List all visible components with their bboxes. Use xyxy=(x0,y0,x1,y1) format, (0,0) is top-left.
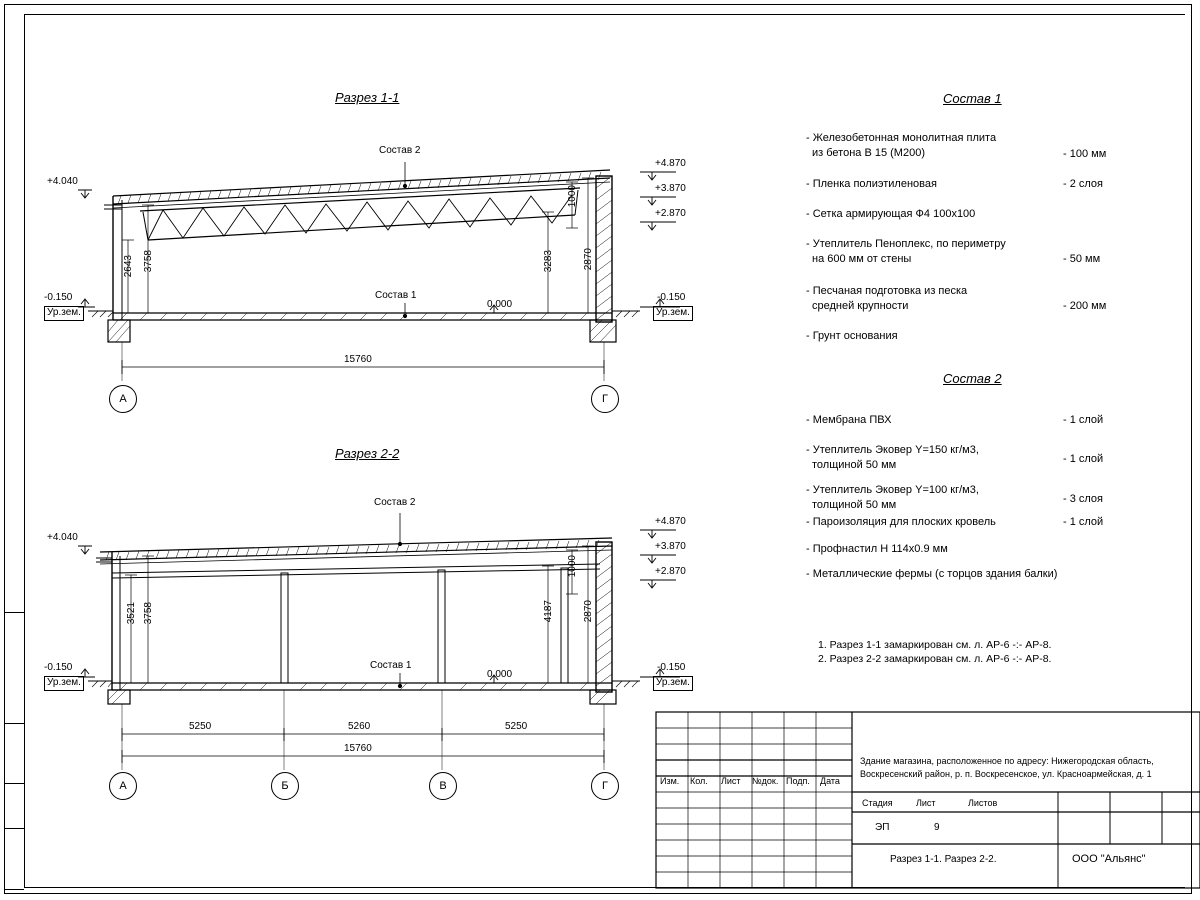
dim-s2-span2: 5260 xyxy=(348,721,371,732)
level-left-s2-1: +4.040 xyxy=(47,532,78,543)
spec1-item-4-value: - 200 мм xyxy=(1063,300,1107,312)
stamp-col-kol: Кол. xyxy=(690,776,708,786)
spec2-item-0-value: - 1 слой xyxy=(1063,414,1104,426)
stamp-col-podp: Подп. xyxy=(786,776,810,786)
axis-label: А xyxy=(119,393,127,405)
note-1: 1. Разрез 1-1 замаркирован см. л. АР-6 -:- АР-8. xyxy=(818,639,1052,651)
callout-sostav2-sec1: Состав 2 xyxy=(379,145,421,156)
level-zero-s1: 0.000 xyxy=(487,299,513,310)
note-2: 2. Разрез 2-2 замаркирован см. л. АР-6 -:- АР-8. xyxy=(818,653,1052,665)
level-zero-s2: 0.000 xyxy=(487,669,513,680)
stamp-col-ndok: №док. xyxy=(752,776,779,786)
level-right-s1-1: +4.870 xyxy=(655,158,686,169)
spec1-item-3-value: - 50 мм xyxy=(1063,253,1101,265)
axis-bubble-s1-a xyxy=(109,385,137,413)
axis-label: Г xyxy=(602,780,608,792)
axis-label: Г xyxy=(602,393,608,405)
stamp-sheet-label: Лист xyxy=(916,798,936,808)
ground-label-s1-right: Ур.зем. xyxy=(653,306,693,321)
stamp-col-list: Лист xyxy=(721,776,741,786)
stamp-stage-label: Стадия xyxy=(862,798,893,808)
dim-s2-span1: 5250 xyxy=(189,721,212,732)
spec2-item-2-line2: толщиной 50 мм xyxy=(812,499,897,511)
spec1-item-0-line1: - Железобетонная монолитная плита xyxy=(806,132,997,144)
axis-bubble-s2-a xyxy=(109,772,137,800)
axis-label: В xyxy=(439,780,447,792)
section2-title: Разрез 2-2 xyxy=(335,446,400,461)
spec2-item-4-line1: - Профнастил Н 114х0.9 мм xyxy=(806,543,948,555)
dim-s1-2870: 2870 xyxy=(583,248,594,271)
axis-label: А xyxy=(119,780,127,792)
spec1-item-4-line2: средней крупности xyxy=(812,300,909,312)
level-right-s1-3: +2.870 xyxy=(655,208,686,219)
spec2-item-5-line1: - Металлические фермы (с торцов здания балки) xyxy=(806,568,1058,580)
dim-s2-2870: 2870 xyxy=(583,600,594,623)
axis-bubble-s2-g xyxy=(591,772,619,800)
spec2-item-3-value: - 1 слой xyxy=(1063,516,1104,528)
dim-s1-2643: 2643 xyxy=(123,255,134,278)
callout-sostav1-sec1: Состав 1 xyxy=(375,290,417,301)
stamp-sheet-value: 9 xyxy=(934,822,940,833)
dim-s1-overall: 15760 xyxy=(344,354,372,365)
level-left-s2-2: -0.150 xyxy=(44,662,73,673)
level-right-s2-3: +2.870 xyxy=(655,566,686,577)
stamp-sheet-name: Разрез 1-1. Разрез 2-2. xyxy=(890,854,997,865)
axis-label: Б xyxy=(281,780,289,792)
level-right-s2-4: -0.150 xyxy=(657,662,686,673)
spec2-title: Состав 2 xyxy=(943,371,1002,386)
spec1-item-0-value: - 100 мм xyxy=(1063,148,1107,160)
spec2-item-1-value: - 1 слой xyxy=(1063,453,1104,465)
spec2-item-2-line1: - Утеплитель Эковер Y=100 кг/м3, xyxy=(806,484,979,496)
level-right-s2-2: +3.870 xyxy=(655,541,686,552)
stamp-company: ООО "Альянс" xyxy=(1072,853,1146,865)
dim-s1-3283: 3283 xyxy=(543,250,554,273)
ground-label-s1-left: Ур.зем. xyxy=(44,306,84,321)
spec1-item-3-line2: на 600 мм от стены xyxy=(812,253,912,265)
spec2-item-3-line1: - Пароизоляция для плоских кровель xyxy=(806,516,996,528)
spec1-title: Состав 1 xyxy=(943,91,1002,106)
stamp-col-izm: Изм. xyxy=(660,776,680,786)
ground-label-s2-left: Ур.зем. xyxy=(44,676,84,691)
spec1-item-2-line1: - Сетка армирующая Ф4 100х100 xyxy=(806,208,976,220)
spec1-item-5-line1: - Грунт основания xyxy=(806,330,898,342)
spec2-item-1-line1: - Утеплитель Эковер Y=150 кг/м3, xyxy=(806,444,979,456)
section1-title: Разрез 1-1 xyxy=(335,90,400,105)
level-right-s2-1: +4.870 xyxy=(655,516,686,527)
level-left-s1-2: -0.150 xyxy=(44,292,73,303)
axis-bubble-s2-v xyxy=(429,772,457,800)
stamp-stage-value: ЭП xyxy=(875,822,890,833)
level-left-s1-1: +4.040 xyxy=(47,176,78,187)
spec1-item-0-line2: из бетона В 15 (М200) xyxy=(812,147,925,159)
dim-s1-3758: 3758 xyxy=(143,250,154,273)
ground-label-s2-right: Ур.зем. xyxy=(653,676,693,691)
spec1-item-3-line1: - Утеплитель Пеноплекс, по периметру xyxy=(806,238,1006,250)
dim-s2-3521: 3521 xyxy=(126,602,137,625)
spec1-item-1-line1: - Пленка полиэтиленовая xyxy=(806,178,937,190)
callout-sostav2-sec2: Состав 2 xyxy=(374,497,416,508)
dim-s2-1000: 1000 xyxy=(567,555,578,578)
spec2-item-1-line2: толщиной 50 мм xyxy=(812,459,897,471)
spec2-item-0-line1: - Мембрана ПВХ xyxy=(806,414,892,426)
stamp-object-line1: Здание магазина, расположенное по адресу: Нижегородская область, xyxy=(860,756,1154,766)
dim-s1-1000: 1000 xyxy=(567,185,578,208)
stamp-object-line2: Воскресенский район, р. п. Воскресенское, ул. Красноармейская, д. 1 xyxy=(860,769,1152,779)
level-right-s1-4: -0.150 xyxy=(657,292,686,303)
axis-bubble-s1-g xyxy=(591,385,619,413)
spec2-item-2-value: - 3 слоя xyxy=(1063,493,1104,505)
level-right-s1-2: +3.870 xyxy=(655,183,686,194)
spec1-item-1-value: - 2 слоя xyxy=(1063,178,1104,190)
dim-s2-4187: 4187 xyxy=(543,600,554,623)
stamp-sheets-label: Листов xyxy=(968,798,998,808)
spec1-item-4-line1: - Песчаная подготовка из песка xyxy=(806,285,968,297)
dim-s2-3758: 3758 xyxy=(143,602,154,625)
callout-sostav1-sec2: Состав 1 xyxy=(370,660,412,671)
dim-s2-overall: 15760 xyxy=(344,743,372,754)
stamp-col-data: Дата xyxy=(820,776,840,786)
axis-bubble-s2-b xyxy=(271,772,299,800)
title-block xyxy=(656,712,1200,888)
dim-s2-span3: 5250 xyxy=(505,721,528,732)
